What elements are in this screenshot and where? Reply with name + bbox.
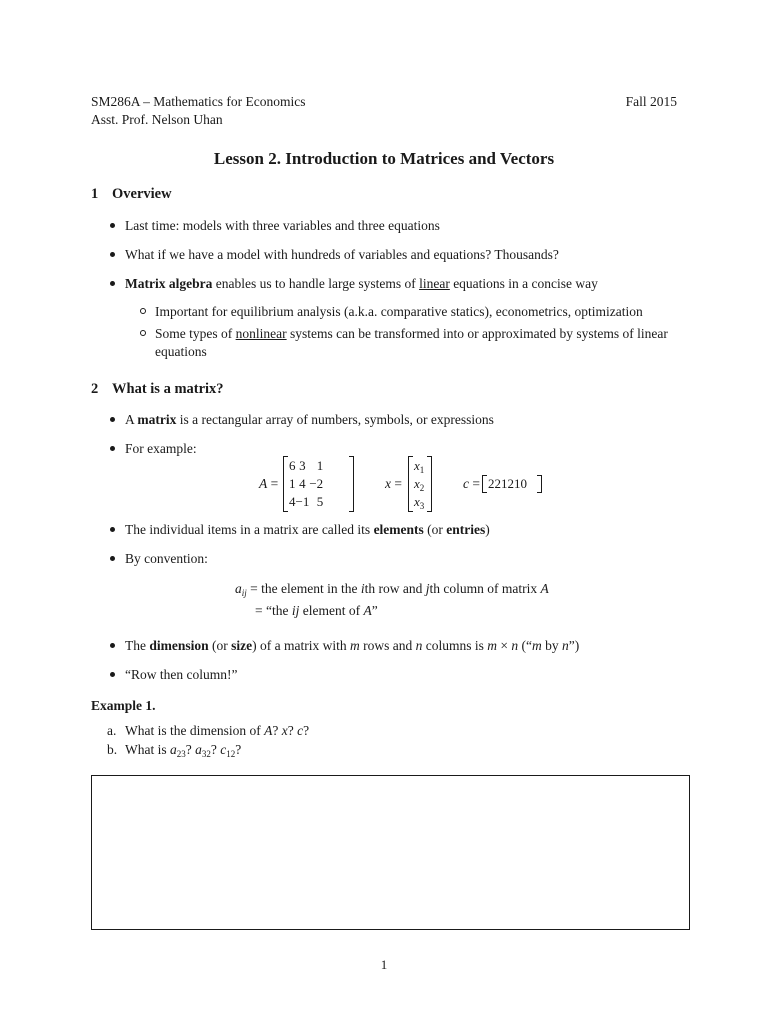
vector-c [482,475,542,493]
math-sub: 12 [226,749,236,759]
vector-c-label [463,475,480,493]
equals-sign: = [394,476,402,491]
matrix-row [289,457,323,475]
question-text: ? [272,723,282,738]
cell-var: x [414,476,420,491]
section-number: 1 [91,186,99,202]
question-label: b. [107,742,118,757]
bullet-text: Last time: models with three variables and three equations [125,218,440,233]
bullet-text: (or [208,638,232,653]
bullet-icon [110,223,115,228]
matrix-cell: 1 [289,476,296,491]
bullet-text: “Row then column!” [125,667,238,682]
matrix-a-grid [289,457,323,511]
question-text: ? [303,723,310,738]
underlined-term: linear [419,276,450,291]
text: th row and [364,581,426,596]
left-bracket [482,475,487,493]
matrix-row [289,493,323,511]
sub-bullet-item [155,325,668,343]
math-sub: 23 [176,749,186,759]
math-var: m [532,638,542,653]
bullet-icon [110,672,115,677]
matrix-cell: −1 [295,494,310,509]
bullet-text: The [125,638,150,653]
instructor-name: Asst. Prof. Nelson Uhan [91,112,223,127]
text: = the element in the [246,581,361,596]
bullet-text: (“ [518,638,533,653]
bullet-item [125,550,208,568]
question-text: ? [287,723,298,738]
bullet-text: is a rectangular array of numbers, symbols, or expressions [176,412,494,427]
math-var: m [487,638,498,653]
text: element of [299,603,364,618]
math-var: a [195,742,202,757]
cell-var: x [414,494,420,509]
cell-var: x [414,458,420,473]
right-bracket [349,456,354,512]
example-question-a [107,722,309,740]
matrix-cell: 5 [316,494,324,509]
matrix-cell [414,493,424,511]
math-var: a [235,581,242,596]
matrix-cell: 3 [299,458,306,473]
example-question-b [107,741,241,759]
matrix-cell: 4 [299,476,306,491]
bullet-item [125,411,494,429]
bullet-text: by [541,638,563,653]
bullet-icon [110,527,115,532]
bullet-text: What if we have a model with hundreds of variables and equations? Thousands? [125,247,559,262]
sub-bullet-text: Some types of [155,326,236,341]
question-text: ? [210,742,221,757]
text: = “the [255,603,292,618]
matrix-cell: 22 [488,476,501,491]
math-var: c [297,723,304,738]
vector-x [408,456,432,512]
math-sub: 32 [201,749,211,759]
math-var: A [363,603,372,618]
page-number: 1 [380,957,388,972]
bullet-item [125,275,598,293]
bullet-text: ) of a matrix with [252,638,351,653]
text: ” [371,603,378,618]
matrix-row [414,493,424,511]
bold-term: size [231,638,253,653]
underlined-term: nonlinear [235,326,287,341]
bullet-icon [110,281,115,286]
bullet-text: columns is [422,638,488,653]
section-title: What is a matrix? [112,381,224,397]
matrix-cell [414,475,424,493]
math-var: A [264,723,273,738]
bullet-text: A [125,412,138,427]
sub-bullet-item [155,303,643,321]
circle-bullet-icon [140,308,146,314]
math-var: i [360,581,365,596]
bold-term: Matrix algebra [125,276,213,291]
vector-c-grid [488,475,527,493]
bullet-icon [110,446,115,451]
math-var: n [562,638,569,653]
cell-sub: 2 [419,483,425,493]
answer-box[interactable] [91,775,690,930]
sub-bullet-continuation: equations [155,344,207,359]
bold-term: elements [373,522,424,537]
right-bracket [537,475,542,493]
bullet-icon [110,556,115,561]
matrix-cell: 4 [289,494,296,509]
bullet-item [125,217,440,235]
section-number: 2 [91,381,99,397]
section-heading-overview [91,186,172,203]
vector-x-grid [414,457,424,511]
bullet-text: equations in a concise way [449,276,598,291]
bullet-item [125,521,490,539]
question-text: ? [185,742,196,757]
bullet-text: The individual items in a matrix are called its [125,522,374,537]
course-name: SM286A – Mathematics for Economics [91,94,306,109]
term-label: Fall 2015 [625,94,677,109]
math-var: c [220,742,227,757]
math-var: x [281,723,288,738]
question-text: What is the dimension of [125,723,265,738]
bullet-item [125,246,559,264]
math-var: a [170,742,177,757]
matrix-a-symbol: A [259,476,268,491]
right-bracket [427,456,432,512]
bullet-icon [110,252,115,257]
bullet-item [125,637,579,655]
question-text: ? [235,742,242,757]
matrix-cell [414,457,424,475]
question-text: What is [125,742,170,757]
matrix-row [289,475,323,493]
bullet-text: For example: [125,441,197,456]
matrix-cell: 6 [289,458,296,473]
vector-x-symbol: x [385,476,391,491]
matrix-row [414,475,424,493]
cell-sub: 3 [419,501,425,511]
math-sub: ij [241,588,247,598]
question-label: a. [107,723,117,738]
math-var: j [425,581,430,596]
matrix-a-label [259,475,278,493]
bullet-text: ”) [568,638,580,653]
bullet-text: (or [423,522,447,537]
math-var: m [350,638,360,653]
convention-line-2 [255,602,378,620]
bullet-icon [110,643,115,648]
matrix-row [414,457,424,475]
matrix-a [283,456,354,512]
bullet-item [125,440,197,458]
sub-bullet-text: Important for equilibrium analysis (a.k.a. comparative statics), econometrics, optimization [155,304,643,319]
equals-sign: = [472,476,480,491]
times-sign: × [497,638,512,653]
bold-term: entries [446,522,486,537]
page-title: Lesson 2. Introduction to Matrices and Vectors [213,149,555,168]
left-bracket [283,456,288,512]
matrix-cell: 10 [514,476,527,491]
vector-c-symbol: c [463,476,469,491]
left-bracket [408,456,413,512]
cell-sub: 1 [419,465,425,475]
matrix-cell: 12 [501,476,514,491]
math-var: A [540,581,549,596]
math-var: ij [291,603,300,618]
equals-sign: = [270,476,279,491]
matrix-cell: 1 [316,458,324,473]
bullet-text: ) [485,522,490,537]
bullet-text: By convention: [125,551,208,566]
matrix-row [488,475,527,493]
math-var: n [415,638,423,653]
bullet-text: enables us to handle large systems of [212,276,420,291]
bullet-icon [110,417,115,422]
bold-term: dimension [149,638,209,653]
bullet-item [125,666,237,684]
section-heading-what-is-a-matrix [91,381,224,398]
text: th column of matrix [429,581,541,596]
bullet-text: rows and [359,638,416,653]
section-title: Overview [112,186,172,202]
matrix-cell: −2 [309,476,324,491]
convention-line-1 [235,580,549,598]
circle-bullet-icon [140,330,146,336]
bold-term: matrix [137,412,177,427]
example-heading: Example 1. [91,698,156,713]
math-var: n [511,638,519,653]
vector-x-label [385,475,402,493]
sub-bullet-text: systems can be transformed into or approximated by systems of linear [286,326,668,341]
